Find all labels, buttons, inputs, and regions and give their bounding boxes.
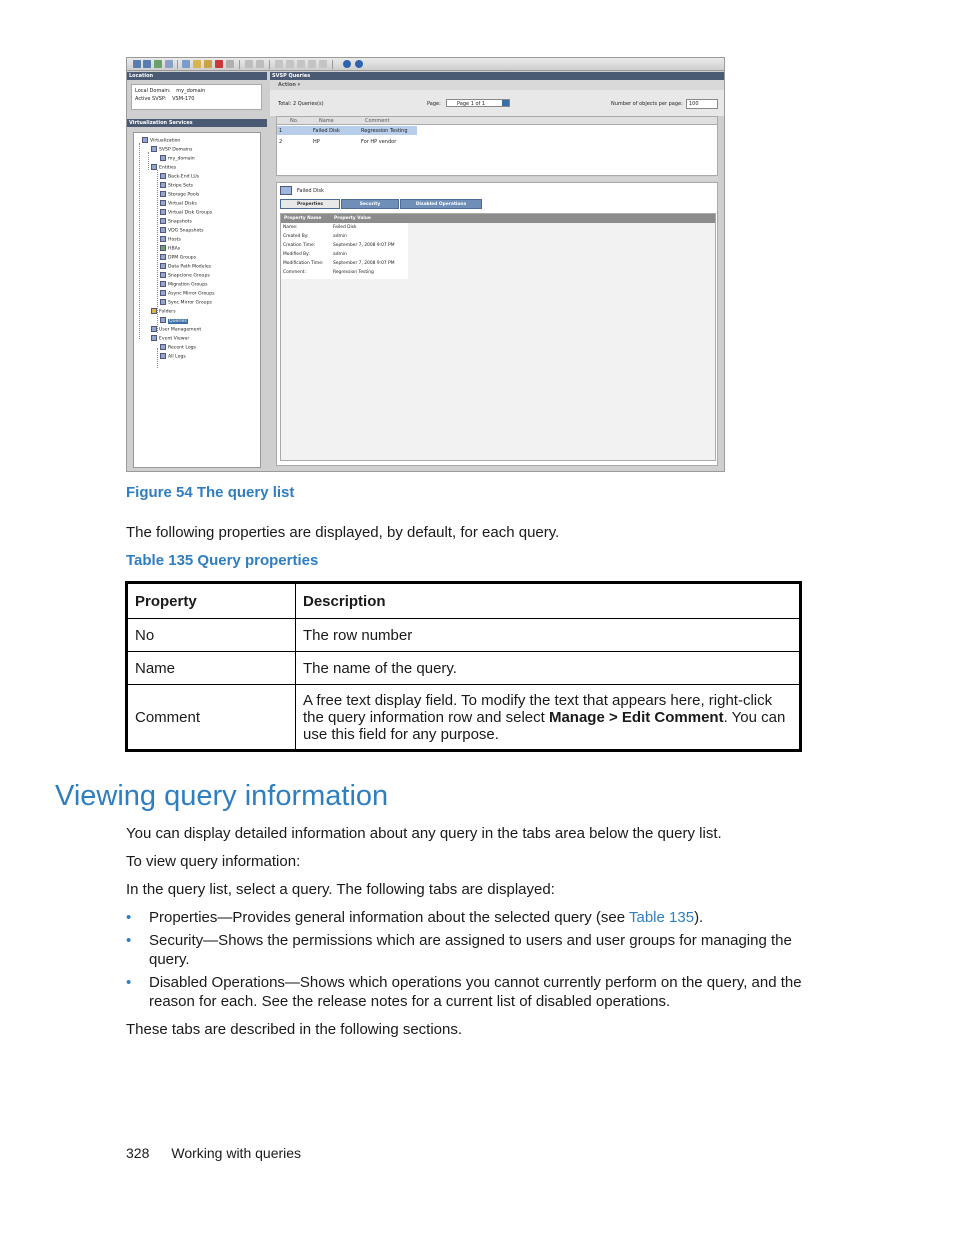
disk-group-icon [160, 209, 166, 215]
snapclone-icon [160, 272, 166, 278]
tree-item-stripe-sets[interactable]: Stripe Sets [160, 182, 193, 190]
tree-item-storage-pools[interactable]: Storage Pools [160, 191, 199, 199]
property-row: Name: Failed Disk [283, 225, 357, 230]
tree-item-async-mirror-groups[interactable]: Async Mirror Groups [160, 290, 215, 298]
table-row[interactable]: 2 HP For HP vendor [279, 139, 397, 145]
query-properties-table [125, 581, 802, 752]
disabled-icon [308, 60, 316, 68]
header-property: Property [127, 583, 296, 619]
table-row[interactable]: 1 Failed Disk Regression Testing [277, 126, 417, 135]
paragraph: You can display detailed information about any query in the tabs area below the query list. [126, 825, 722, 842]
entities-icon [151, 164, 157, 170]
back-icon[interactable] [133, 60, 141, 68]
paragraph: In the query list, select a query. The following tabs are displayed: [126, 881, 555, 898]
page-label: Page: [427, 101, 441, 107]
table-row [127, 652, 801, 685]
toolbar-separator [269, 60, 270, 69]
local-domain-value: my_domain [176, 88, 206, 94]
tree-item-my-domain[interactable]: my_domain [160, 155, 195, 163]
active-svsp-label: Active SVSP: [135, 96, 167, 102]
tree-item-sync-mirror-groups[interactable]: Sync Mirror Groups [160, 299, 212, 307]
migration-icon [160, 281, 166, 287]
query-list-header [277, 117, 717, 125]
info-bar [270, 90, 725, 116]
active-svsp-value: VSM-170 [172, 96, 195, 102]
tree-connector [157, 348, 158, 368]
virtualization-services-header: Virtualization Services [127, 119, 267, 127]
column-comment[interactable]: Comment [365, 118, 390, 124]
query-list [276, 116, 718, 176]
disabled-icon [245, 60, 253, 68]
tree-item-hbas[interactable]: HBAs [160, 245, 180, 253]
property-row: Comment: Regression Testing [283, 270, 374, 275]
help-icon[interactable] [343, 60, 351, 68]
svsp-queries-header: SVSP Queries [270, 72, 725, 80]
tree-item-recent-logs[interactable]: Recent Logs [160, 344, 196, 352]
property-cell: Comment [127, 685, 296, 751]
list-item: • Security—Shows the permissions which are assigned to users and user groups for managing the query. [126, 932, 792, 968]
column-property-value: Property Value [334, 216, 371, 221]
property-cell: Name [127, 652, 296, 685]
properties-header [281, 214, 715, 223]
properties-panel [280, 213, 716, 461]
mirror-icon [160, 290, 166, 296]
snapshot-icon [160, 218, 166, 224]
location-header: Location [127, 72, 267, 80]
figure-caption: Figure 54 The query list [126, 484, 295, 501]
detail-title-text: Failed Disk [297, 188, 324, 194]
page-number: 328 [126, 1145, 150, 1161]
tree-item-hosts[interactable]: Hosts [160, 236, 181, 244]
virtualization-icon [142, 137, 148, 143]
property-row: Creation Time: September 7, 2008 9:07 PM [283, 243, 395, 248]
tree-item-snapclone-groups[interactable]: Snapclone Groups [160, 272, 210, 280]
tree-item-snapshots[interactable]: Snapshots [160, 218, 192, 226]
property-cell: No [127, 619, 296, 652]
paragraph: To view query information: [126, 853, 301, 870]
section-heading: Viewing query information [55, 780, 389, 812]
table-row [127, 619, 801, 652]
intro-paragraph: The following properties are displayed, by default, for each query. [126, 524, 560, 541]
event-viewer-icon [151, 335, 157, 341]
virtual-disk-icon [160, 200, 166, 206]
total-label: Total: 2 Queries(s) [278, 101, 324, 107]
new-icon[interactable] [182, 60, 190, 68]
page-selector[interactable] [446, 99, 510, 107]
closing-paragraph: These tabs are described in the following sections. [126, 1021, 463, 1038]
tree-connector [148, 152, 149, 170]
header-description: Description [296, 583, 801, 619]
chevron-down-icon[interactable] [502, 100, 509, 106]
footer-section: Working with queries [171, 1145, 302, 1161]
tab-security[interactable]: Security [341, 199, 399, 209]
table-135-link[interactable]: Table 135 [629, 909, 695, 926]
bullet-icon: • [126, 932, 132, 949]
properties-list [281, 223, 408, 279]
list-item: • Disabled Operations—Shows which operations you cannot currently perform on the query, and the reason for each. See the release notes for a current list of disabled operations. [126, 974, 802, 1010]
description-cell: The row number [296, 619, 801, 652]
info-icon[interactable] [355, 60, 363, 68]
tree-connector [139, 143, 140, 339]
toolbar-separator [332, 60, 333, 69]
tree-item-migration-groups[interactable]: Migration Groups [160, 281, 208, 289]
storage-pool-icon [160, 191, 166, 197]
disabled-icon [275, 60, 283, 68]
tree-item-dpm-groups[interactable]: DPM Groups [160, 254, 196, 262]
column-name[interactable]: Name [319, 118, 334, 124]
host-icon [160, 236, 166, 242]
table-caption: Table 135 Query properties [126, 552, 319, 569]
description-cell: A free text display field. To modify the text that appears here, right-click the query information row and select Manage > Edit Comment. You can use this field for any purpose. [296, 685, 801, 751]
delete-icon[interactable] [215, 60, 223, 68]
table-header-row [127, 583, 801, 619]
users-icon [151, 326, 157, 332]
toolbar [127, 58, 724, 71]
edit-icon[interactable] [204, 60, 212, 68]
action-menu[interactable]: Action ▾ [278, 82, 301, 88]
table-row [127, 685, 801, 751]
lu-icon [160, 173, 166, 179]
query-list-screenshot [126, 57, 725, 472]
objects-per-page-label: Number of objects per page: [611, 101, 683, 107]
page-value: Page 1 of 1 [457, 101, 486, 107]
toolbar-separator [177, 60, 178, 69]
log-icon [160, 353, 166, 359]
tree-item-all-logs[interactable]: All Logs [160, 353, 186, 361]
tree-item-folders[interactable]: Folders [151, 308, 176, 316]
bullet-icon: • [126, 974, 132, 991]
tree-item-data-path-modules[interactable]: Data Path Modules [160, 263, 211, 271]
tree-item-queries[interactable]: Queries [160, 317, 188, 325]
tab-list [126, 908, 806, 1011]
tree-item-svsp-domains[interactable]: SVSP Domains [151, 146, 192, 154]
tree-item-user-management[interactable]: User Management [151, 326, 201, 334]
disabled-icon [297, 60, 305, 68]
list-item: • Properties—Provides general information about the selected query (see Table 135). [126, 909, 704, 926]
tree-item-virtualization[interactable]: Virtualization [142, 137, 180, 145]
tree-item-entities[interactable]: Entities [151, 164, 176, 172]
lock-icon[interactable] [226, 60, 234, 68]
tree-item-virtual-disks[interactable]: Virtual Disks [160, 200, 197, 208]
dpm-group-icon [160, 254, 166, 260]
detail-title [277, 183, 717, 197]
hba-icon [160, 245, 166, 251]
left-pane [127, 72, 267, 472]
data-path-icon [160, 263, 166, 269]
local-domain-label: Local Domain: [135, 88, 171, 94]
mirror-icon [160, 299, 166, 305]
tree-item-back-end-lus[interactable]: Back-End LUs [160, 173, 199, 181]
folder-icon[interactable] [193, 60, 201, 68]
property-row: Modified By: admin [283, 252, 347, 257]
refresh-icon[interactable] [154, 60, 162, 68]
description-cell: The name of the query. [296, 652, 801, 685]
property-row: Created By: admin [283, 234, 347, 239]
tab-disabled-operations[interactable]: Disabled Operations [400, 199, 482, 209]
tab-properties[interactable]: Properties [280, 199, 340, 209]
domains-icon [151, 146, 157, 152]
menu-path: Manage > Edit Comment [548, 708, 724, 726]
disabled-icon [286, 60, 294, 68]
properties-icon[interactable] [165, 60, 173, 68]
folder-icon [151, 308, 157, 314]
page-footer [126, 1145, 301, 1161]
query-icon [160, 317, 166, 323]
navigation-tree [133, 132, 261, 468]
stripe-set-icon [160, 182, 166, 188]
action-bar [270, 80, 725, 90]
forward-icon[interactable] [143, 60, 151, 68]
disabled-icon [256, 60, 264, 68]
property-row: Modification Time: September 7, 2008 9:07 PM [283, 261, 395, 266]
right-pane [270, 72, 725, 472]
toolbar-separator [239, 60, 240, 69]
column-no[interactable]: No. [290, 118, 299, 124]
tree-item-vdg-snapshots[interactable]: VDG Snapshots [160, 227, 204, 235]
detail-area [276, 182, 718, 466]
bullet-icon: • [126, 909, 132, 926]
column-property-name: Property Name [284, 216, 322, 221]
objects-per-page-input[interactable]: 100 [686, 99, 718, 109]
tree-item-virtual-disk-groups[interactable]: Virtual Disk Groups [160, 209, 212, 217]
domain-icon [160, 155, 166, 161]
snapshot-icon [160, 227, 166, 233]
disabled-icon [319, 60, 327, 68]
location-box [131, 84, 262, 110]
splitter-handle[interactable] [276, 177, 718, 181]
log-icon [160, 344, 166, 350]
search-icon [280, 186, 292, 195]
tree-item-event-viewer[interactable]: Event Viewer [151, 335, 189, 343]
